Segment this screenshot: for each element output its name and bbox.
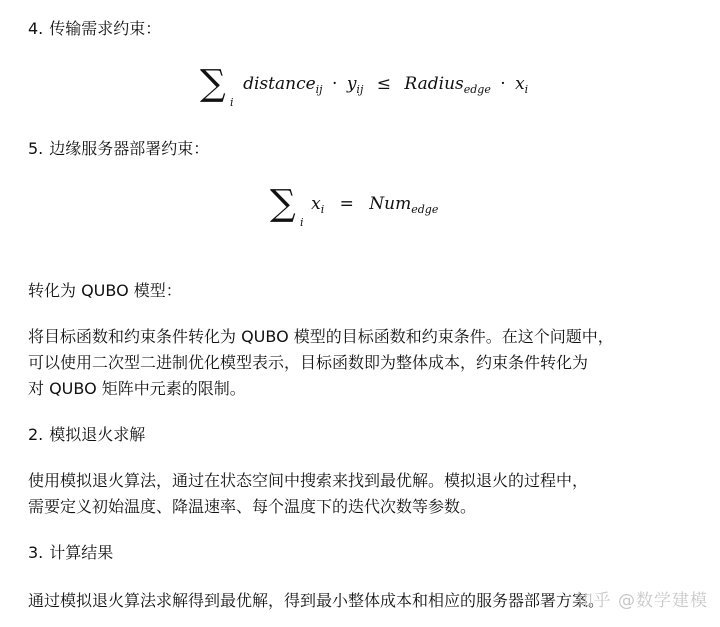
- step-2-heading: [28, 422, 145, 448]
- summation-index: i: [300, 216, 304, 229]
- edge-server-constraint-formula: [270, 183, 439, 229]
- section-5-heading: [28, 136, 209, 162]
- formula-term-x: $x_i$: [311, 193, 325, 216]
- section-4-number: 4.: [28, 19, 44, 38]
- summation-symbol: ∑ i: [270, 183, 304, 229]
- formula-term-y: $y_{ij}$: [346, 73, 364, 96]
- section-4-heading: [28, 16, 161, 42]
- qubo-heading: 转化为 QUBO 模型：: [28, 281, 182, 300]
- step-3-heading: [28, 540, 113, 566]
- sa-paragraph-line-2: 需要定义初始温度、降温速率、每个温度下的迭代次数等参数。: [28, 497, 477, 516]
- step-2-number: 2.: [28, 425, 44, 444]
- section-5-title: 边缘服务器部署约束：: [49, 139, 210, 158]
- summation-index: i: [230, 96, 234, 109]
- formula-dot: ·: [332, 73, 338, 94]
- qubo-paragraph-line-1: 将目标函数和约束条件转化为 QUBO 模型的目标函数和约束条件。在这个问题中，: [28, 327, 614, 346]
- formula-term-num: Num$_{edge}$: [369, 193, 439, 216]
- sa-paragraph-line-1: 使用模拟退火算法，通过在状态空间中搜索来找到最优解。模拟退火的过程中，: [28, 471, 589, 490]
- transmission-constraint-formula: [200, 63, 529, 109]
- qubo-paragraph-line-3: 对 QUBO 矩阵中元素的限制。: [28, 379, 246, 398]
- summation-symbol: ∑ i: [200, 63, 234, 109]
- formula-relation: =: [339, 193, 354, 214]
- formula-relation: ≤: [376, 73, 392, 94]
- zhihu-watermark: 知乎 @数学建模: [575, 591, 708, 611]
- result-paragraph-line-1: 通过模拟退火算法求解得到最优解，得到最小整体成本和相应的服务器部署方案。: [28, 591, 605, 610]
- section-4-title: 传输需求约束：: [49, 19, 162, 38]
- step-3-number: 3.: [28, 543, 44, 562]
- step-2-title: 模拟退火求解: [49, 425, 146, 444]
- formula-term-radius: Radius$_{edge}$: [404, 73, 491, 96]
- formula-term-distance: distance$_{ij}$: [243, 73, 323, 96]
- formula-dot: ·: [500, 73, 506, 94]
- formula-term-x: $x_i$: [515, 73, 529, 96]
- qubo-paragraph-line-2: 可以使用二次型二进制优化模型表示，目标函数即为整体成本，约束条件转化为: [28, 353, 589, 372]
- step-3-title: 计算结果: [49, 543, 114, 562]
- section-5-number: 5.: [28, 139, 44, 158]
